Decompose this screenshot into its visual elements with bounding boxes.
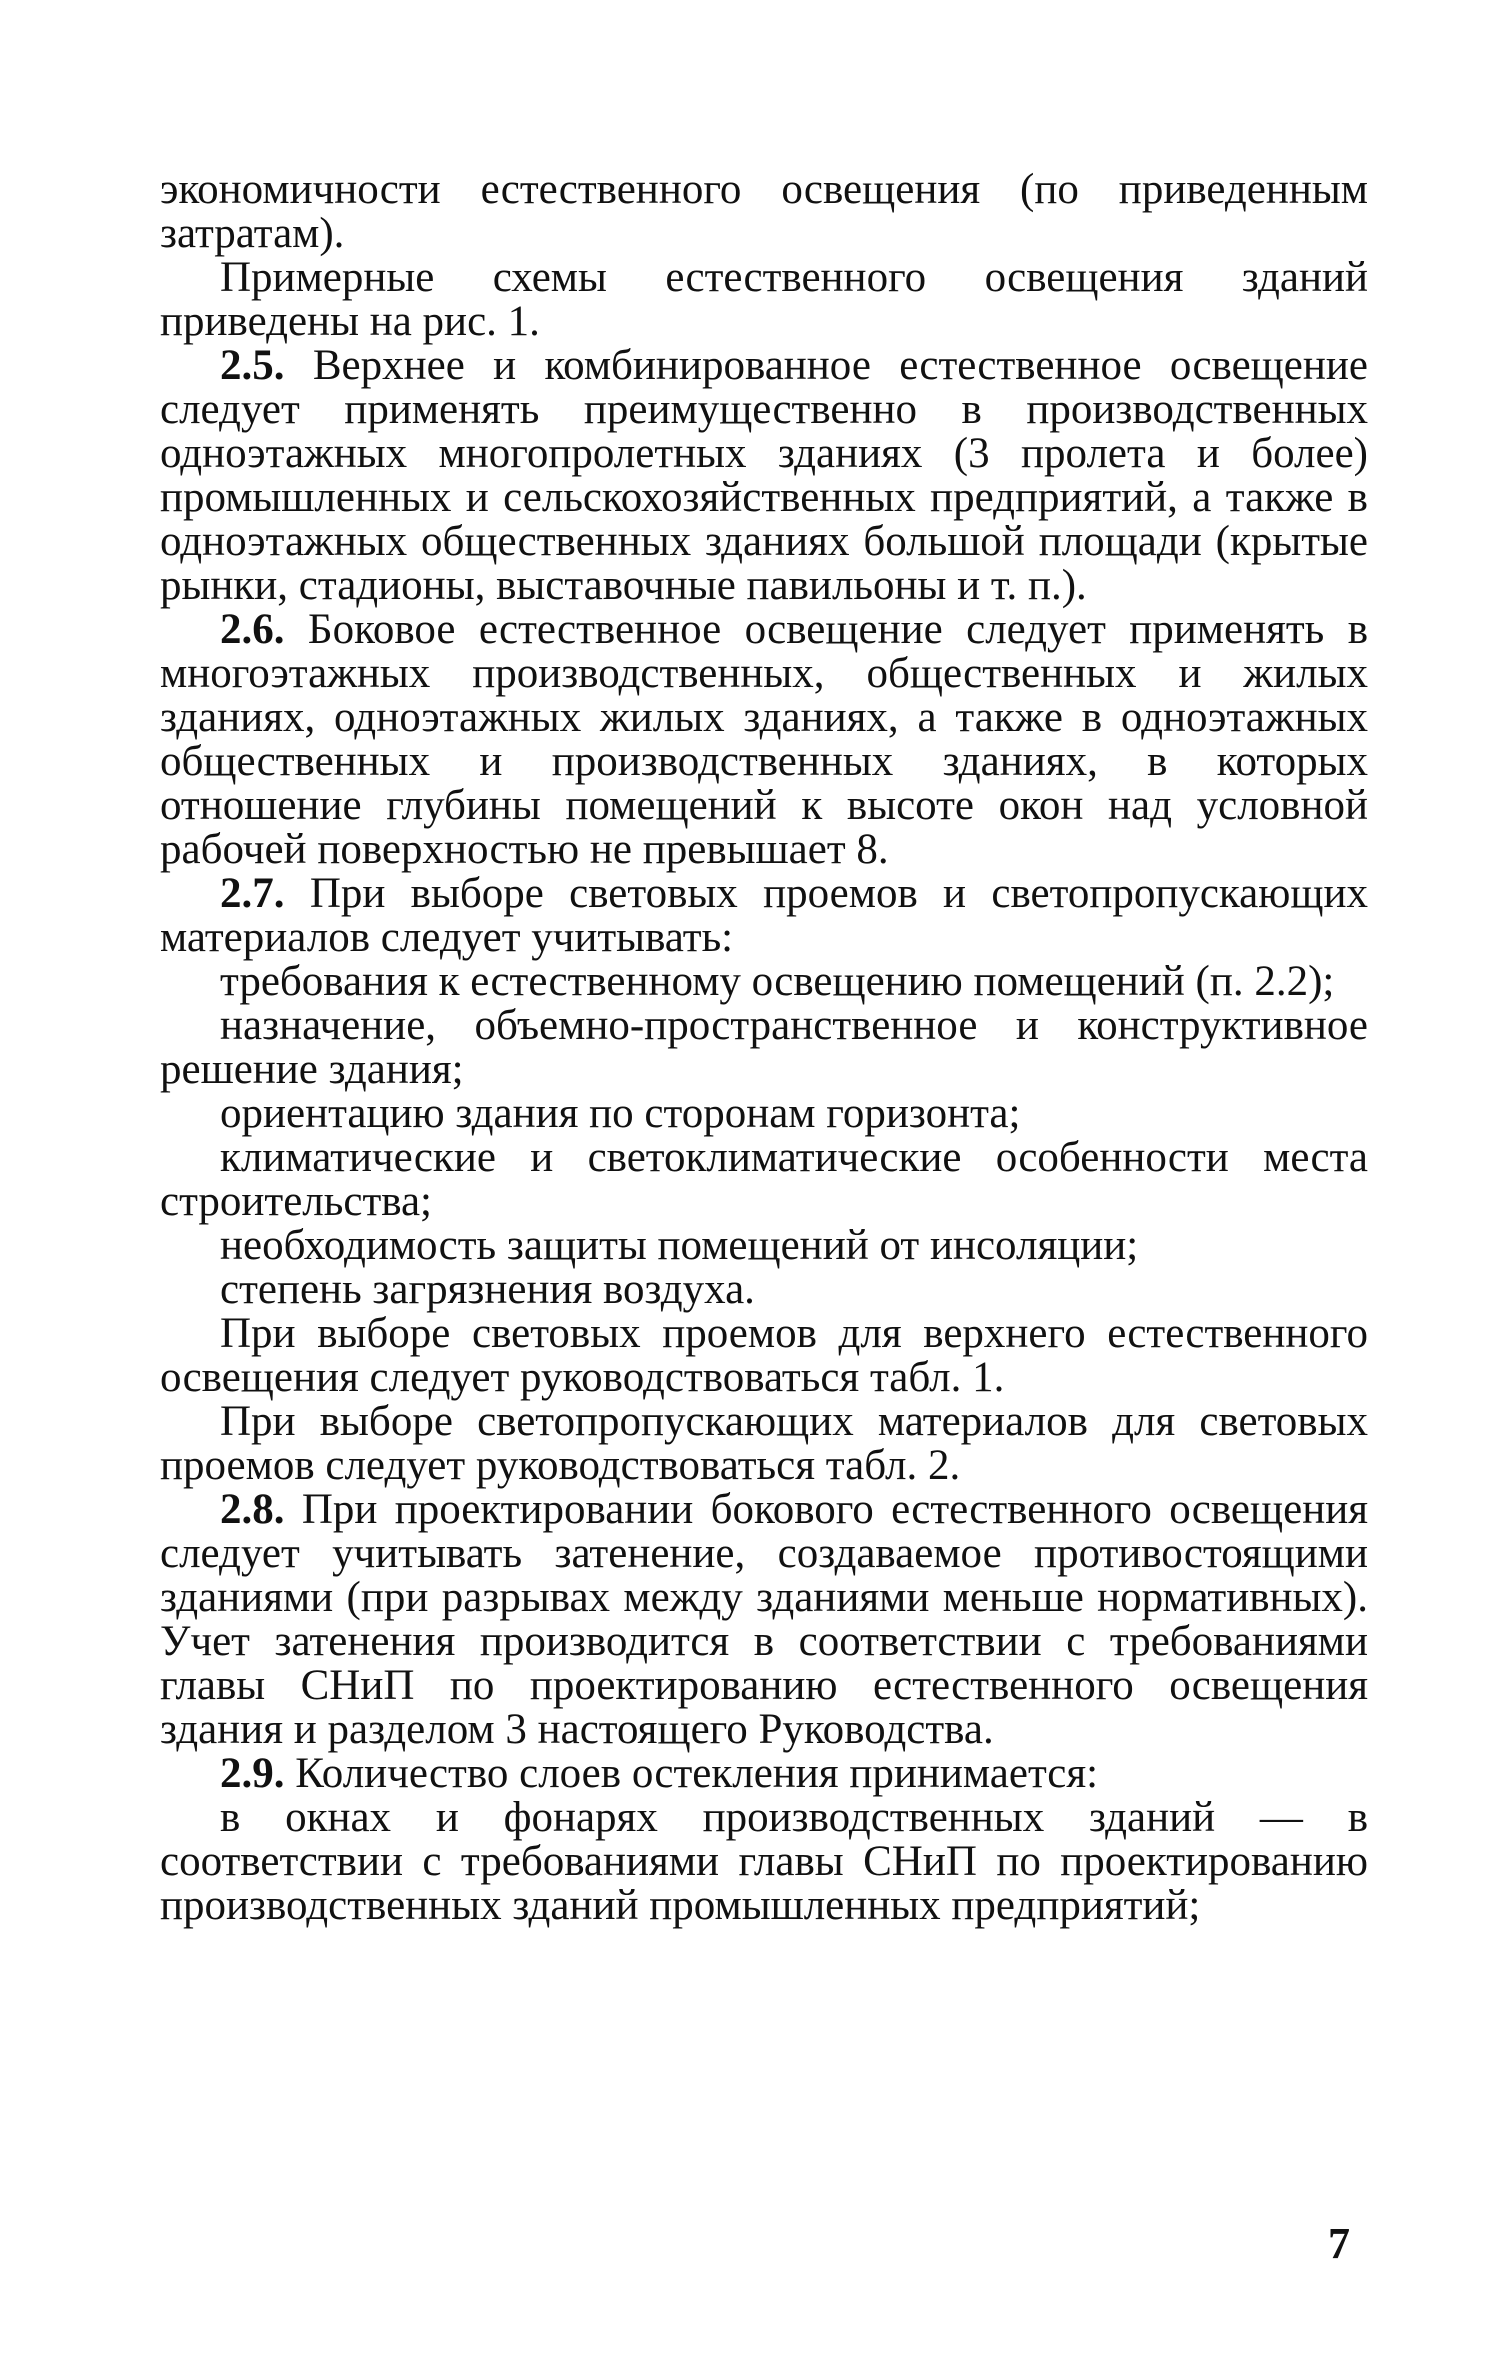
paragraph-text: Верхнее и комбинированное естественное освещение следует применять преимущественно в производственных одноэтажных многопролетных зданиях (3 пролета и более) промышленных и сельскохозяйственных предприятий, а также в одноэтажных общественных зданиях большой площади (крытые рынки, стадионы, выставочные павильоны и т. п.).	[160, 342, 1368, 609]
paragraph-text: в окнах и фонарях производственных зданий — в соответствии с требованиями главы СНиП по проектированию производственных зданий промышленных предприятий;	[160, 1794, 1368, 1929]
paragraph-text: ориентацию здания по сторонам горизонта;	[220, 1090, 1021, 1137]
paragraph-text: экономичности естественного освещения (по приведенным затратам).	[160, 166, 1368, 257]
list-item-requirements	[160, 960, 1368, 1004]
paragraph-text: При выборе световых проемов для верхнего естественного освещения следует руководствоваться табл. 1.	[160, 1310, 1368, 1401]
page-number: 7	[1328, 2219, 1350, 2268]
paragraph-text: При проектировании бокового естественного освещения следует учитывать затенение, создаваемое противостоящими зданиями (при разрывах между зданиями меньше нормативных). Учет затенения производится в соответствии с требованиями главы СНиП по проектированию естественного освещения здания и разделом 3 настоящего Руководства.	[160, 1486, 1369, 1753]
paragraph-text: Количество слоев остекления принимается:	[295, 1750, 1099, 1797]
paragraph-text: назначение, объемно-пространственное и конструктивное решение здания;	[160, 1002, 1368, 1093]
list-item-climate	[160, 1136, 1368, 1224]
paragraph-text: Примерные схемы естественного освещения зданий приведены на рис. 1.	[160, 254, 1368, 345]
list-item-purpose	[160, 1004, 1368, 1092]
section-number: 2.8.	[220, 1486, 285, 1533]
paragraph-text: степень загрязнения воздуха.	[220, 1266, 755, 1313]
list-item-insolation	[160, 1224, 1368, 1268]
paragraph-2-9	[160, 1752, 1368, 1796]
paragraph-continuation	[160, 168, 1368, 256]
paragraph-text: При выборе световых проемов и светопропускающих материалов следует учитывать:	[160, 870, 1369, 961]
paragraph-text: климатические и светоклиматические особенности места строительства;	[160, 1134, 1368, 1225]
paragraph-2-8	[160, 1488, 1368, 1752]
list-item-orientation	[160, 1092, 1368, 1136]
paragraph-2-6	[160, 608, 1368, 872]
document-body	[160, 168, 1368, 1928]
list-item-pollution	[160, 1268, 1368, 1312]
paragraph-table-1-ref	[160, 1312, 1368, 1400]
section-number: 2.9.	[220, 1750, 285, 1797]
paragraph-text: требования к естественному освещению помещений (п. 2.2);	[220, 958, 1335, 1005]
paragraph-schemes	[160, 256, 1368, 344]
paragraph-text: необходимость защиты помещений от инсоляции;	[220, 1222, 1139, 1269]
section-number: 2.5.	[220, 342, 285, 389]
paragraph-table-2-ref	[160, 1400, 1368, 1488]
section-number: 2.6.	[220, 606, 285, 653]
paragraph-2-7	[160, 872, 1368, 960]
paragraph-glazing	[160, 1796, 1368, 1928]
paragraph-text: Боковое естественное освещение следует применять в многоэтажных производственных, общественных и жилых зданиях, одноэтажных жилых зданиях, а также в одноэтажных общественных и производственных зданиях, в которых отношение глубины помещений к высоте окон над условной рабочей поверхностью не превышает 8.	[160, 606, 1368, 873]
paragraph-text: При выборе светопропускающих материалов для световых проемов следует руководствоваться табл. 2.	[160, 1398, 1368, 1489]
section-number: 2.7.	[220, 870, 285, 917]
paragraph-2-5	[160, 344, 1368, 608]
